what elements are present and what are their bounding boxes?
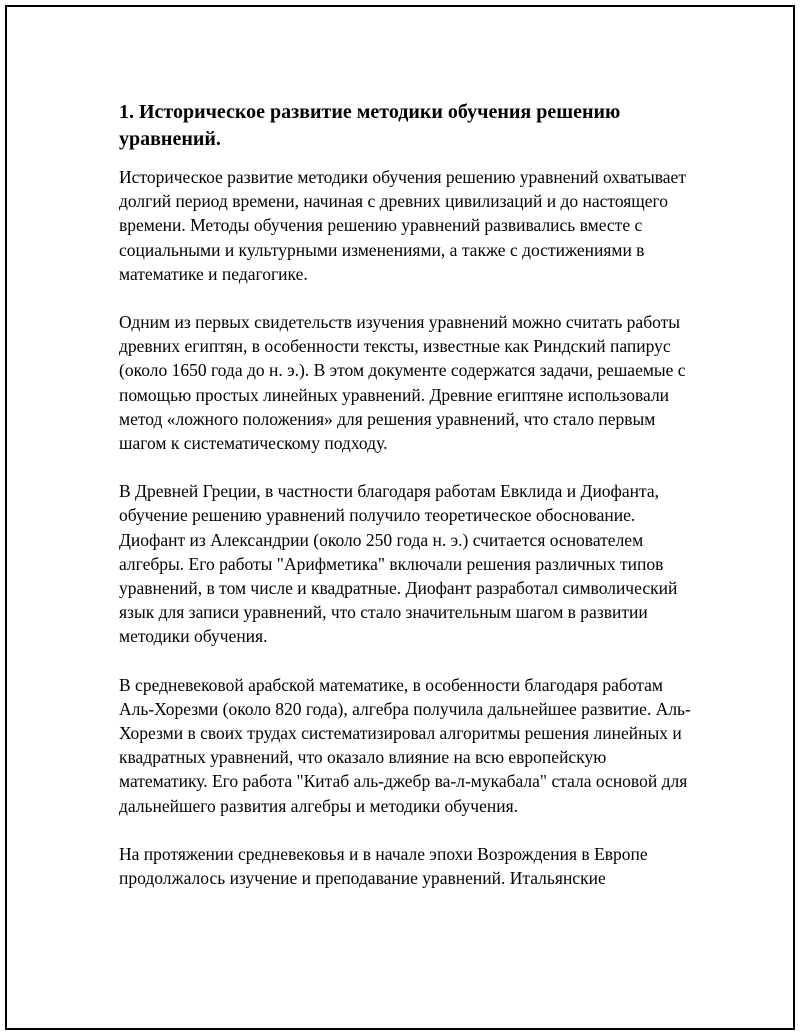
paragraph-europe: На протяжении средневековья и в начале эпохи Возрождения в Европе продолжалось изучение и преподавание уравнений. Итальянские [119,843,648,889]
paragraph-egypt: Одним из первых свидетельств изучения уравнений можно считать работы древних египтян, в особенности тексты, известные как Риндский папирус (около 1650 года до н. э.). В этом документе содержатся задачи, решаемые с помощью простых линейных уравнений. Древние египтяне использовали метод «ложного положения» для решения уравнений, что стало первым шагом к систематическому подходу. [119,312,686,454]
page-frame [5,5,795,1030]
paragraph-arab: В средневековой арабской математике, в особенности благодаря работам Аль-Хорезми (около 820 года), алгебра получила дальнейшее развитие. Аль-Хорезми в своих трудах систематизировал алгоритмы решения линейных и квадратных уравнений, что оказало влияние на всю европейскую математику. Его работа "Китаб аль-джебр ва-л-мукабала" стала основой для дальнейшего развития алгебры и методики обучения. [119,674,691,816]
paragraph-intro: Историческое развитие методики обучения решению уравнений охватывает долгий период времени, начиная с древних цивилизаций и до настоящего времени. Методы обучения решению уравнений развивались вместе с социальными и культурными изменениями, а также с достижениями в математике и педагогике. [119,167,686,284]
section-heading: 1. Историческое развитие методики обучения решению уравнений. [119,101,621,150]
paragraph-greece: В Древней Греции, в частности благодаря работам Евклида и Диофанта, обучение решению уравнений получило теоретическое обоснование. Диофант из Александрии (около 250 года н. э.) считается основателем алгебры. Его работы "Арифметика" включали решения различных типов уравнений, в том числе и квадратные. Диофант разработал символический язык для записи уравнений, что стало значительным шагом в развитии методики обучения. [119,481,678,647]
document-body [119,99,699,914]
